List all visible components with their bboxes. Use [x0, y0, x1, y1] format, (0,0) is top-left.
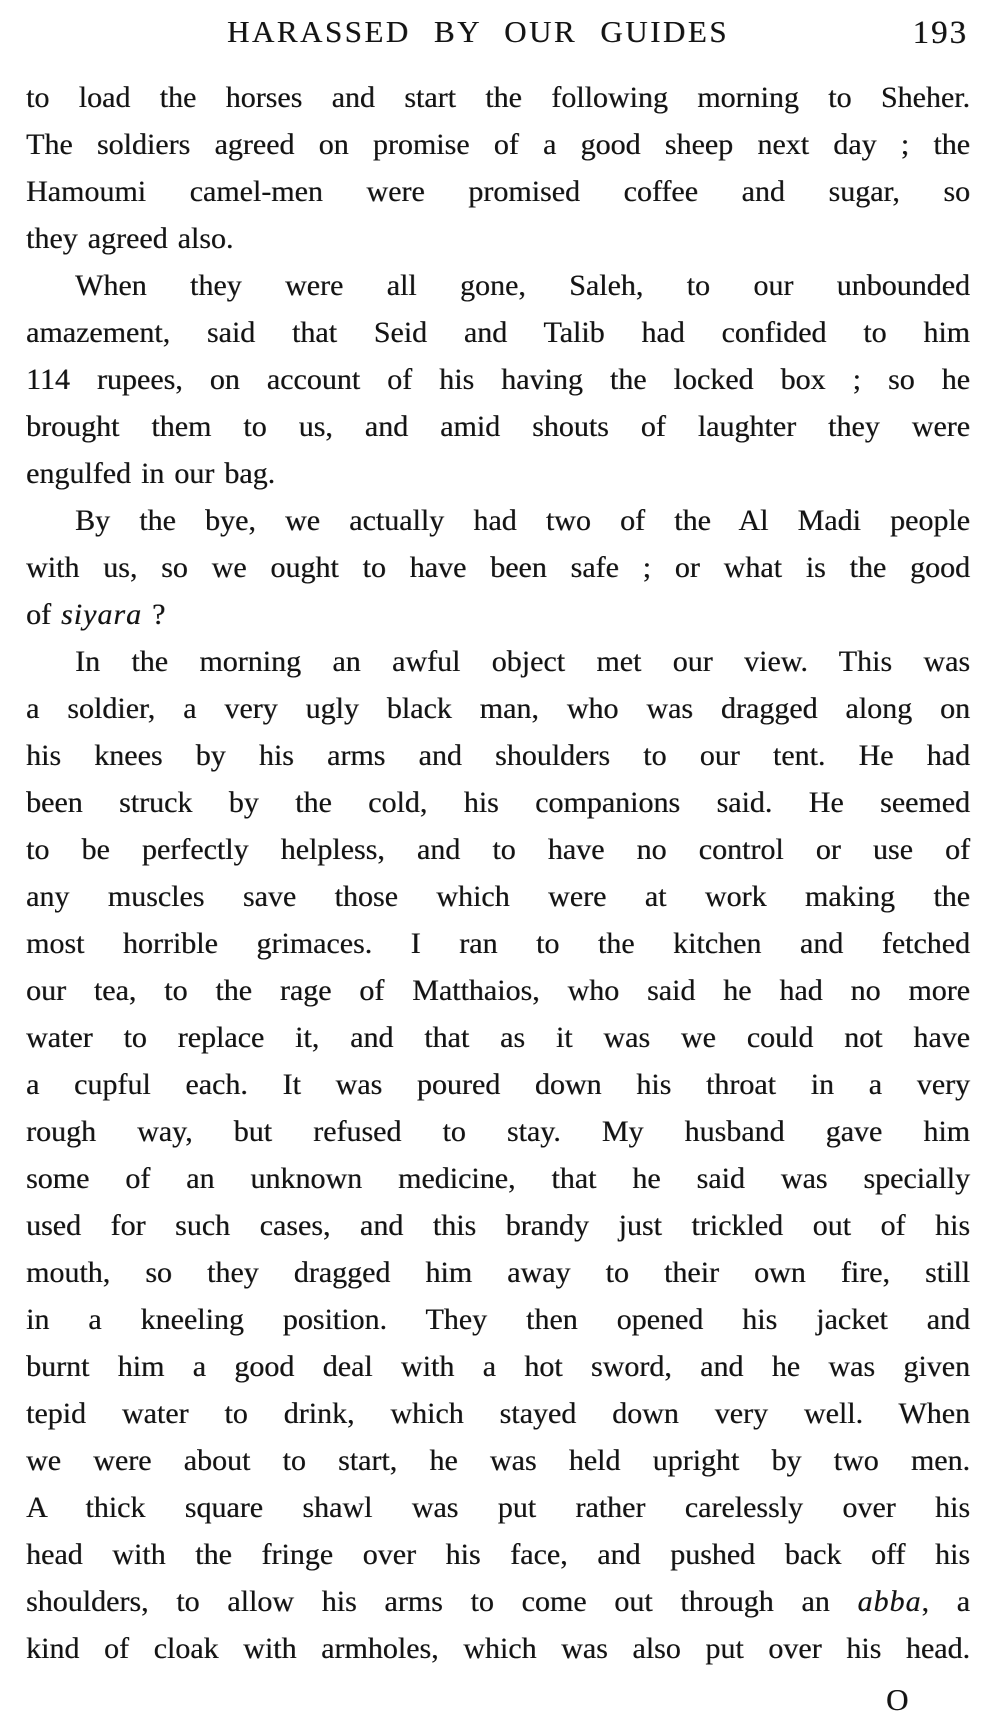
- text-line: [26, 638, 970, 685]
- text-line: [26, 920, 970, 967]
- page-body: [26, 74, 970, 1672]
- text-segment: our tea, to the rage of Matthaios, who said he had no more: [26, 974, 970, 1007]
- text-line: [26, 1625, 970, 1672]
- text-segment: Hamoumi camel-men were promised coffee and sugar, so: [26, 175, 970, 208]
- text-segment: a cupful each. It was poured down his throat in a very: [26, 1068, 970, 1101]
- text-line: [26, 403, 970, 450]
- paragraph: [26, 497, 970, 638]
- paragraph: [26, 74, 970, 262]
- text-line: [26, 1296, 970, 1343]
- text-segment: with us, so we ought to have been safe ; or what is the good: [26, 551, 970, 584]
- text-segment: mouth, so they dragged him away to their own fire, still: [26, 1256, 970, 1289]
- text-line: [26, 497, 970, 544]
- text-segment: a soldier, a very ugly black man, who was dragged along on: [26, 692, 970, 725]
- text-line: [26, 1249, 970, 1296]
- text-segment: The soldiers agreed on promise of a good sheep next day ; the: [26, 128, 970, 161]
- text-segment: in a kneeling position. They then opened his jacket and: [26, 1303, 970, 1336]
- text-line: [26, 1484, 970, 1531]
- paragraph: [26, 262, 970, 497]
- text-segment: engulfed in our bag.: [26, 457, 276, 490]
- text-segment: amazement, said that Seid and Talib had confided to him: [26, 316, 970, 349]
- text-segment: When they were all gone, Saleh, to our unbounded: [75, 269, 970, 302]
- text-segment: any muscles save those which were at work making the: [26, 880, 970, 913]
- text-segment: ?: [142, 598, 166, 631]
- text-line: [26, 685, 970, 732]
- text-segment: In the morning an awful object met our view. This was: [75, 645, 970, 678]
- text-segment: of: [26, 598, 61, 631]
- page-header: [0, 12, 1000, 56]
- text-line: [26, 309, 970, 356]
- text-segment: burnt him a good deal with a hot sword, and he was given: [26, 1350, 970, 1383]
- text-line: [26, 450, 970, 497]
- text-line: [26, 873, 970, 920]
- text-segment: rough way, but refused to stay. My husband gave him: [26, 1115, 970, 1148]
- text-segment: we were about to start, he was held upright by two men.: [26, 1444, 970, 1477]
- text-segment: tepid water to drink, which stayed down very well. When: [26, 1397, 970, 1430]
- text-line: [26, 732, 970, 779]
- italic-term: siyara: [61, 598, 142, 631]
- text-line: [26, 1202, 970, 1249]
- text-segment: head with the fringe over his face, and pushed back off his: [26, 1538, 970, 1571]
- text-line: [26, 74, 970, 121]
- text-line: [26, 1578, 970, 1625]
- text-segment: 114 rupees, on account of his having the locked box ; so he: [26, 363, 970, 396]
- text-line: [26, 1437, 970, 1484]
- text-line: [26, 1155, 970, 1202]
- text-segment: been struck by the cold, his companions said. He seemed: [26, 786, 970, 819]
- text-segment: used for such cases, and this brandy just trickled out of his: [26, 1209, 970, 1242]
- text-line: [26, 262, 970, 309]
- text-line: [26, 967, 970, 1014]
- running-title: HARASSED BY OUR GUIDES: [227, 14, 729, 49]
- text-segment: shoulders, to allow his arms to come out through an: [26, 1585, 858, 1618]
- text-segment: some of an unknown medicine, that he said was specially: [26, 1162, 970, 1195]
- text-line: [26, 1061, 970, 1108]
- text-line: [26, 356, 970, 403]
- page-number: 193: [912, 15, 968, 51]
- text-segment: kind of cloak with armholes, which was also put over his head.: [26, 1632, 970, 1665]
- text-segment: his knees by his arms and shoulders to our tent. He had: [26, 739, 970, 772]
- text-segment: to load the horses and start the following morning to Sheher.: [26, 81, 970, 114]
- paragraph: [26, 638, 970, 1672]
- text-line: [26, 544, 970, 591]
- text-segment: they agreed also.: [26, 222, 234, 255]
- text-segment: most horrible grimaces. I ran to the kitchen and fetched: [26, 927, 970, 960]
- text-line: [26, 1390, 970, 1437]
- text-line: [26, 121, 970, 168]
- text-line: [26, 168, 970, 215]
- text-line: [26, 826, 970, 873]
- text-line: [26, 591, 970, 638]
- text-line: [26, 1531, 970, 1578]
- text-segment: brought them to us, and amid shouts of laughter they were: [26, 410, 970, 443]
- text-line: [26, 1343, 970, 1390]
- text-line: [26, 1108, 970, 1155]
- text-line: [26, 215, 970, 262]
- text-line: [26, 1014, 970, 1061]
- text-segment: A thick square shawl was put rather carelessly over his: [26, 1491, 970, 1524]
- text-line: [26, 779, 970, 826]
- text-segment: , a: [921, 1585, 970, 1618]
- text-segment: By the bye, we actually had two of the Al Madi people: [75, 504, 970, 537]
- italic-term: abba: [857, 1585, 922, 1618]
- text-segment: water to replace it, and that as it was we could not have: [26, 1021, 970, 1054]
- signature-mark: O: [886, 1682, 909, 1717]
- text-segment: to be perfectly helpless, and to have no control or use of: [26, 833, 970, 866]
